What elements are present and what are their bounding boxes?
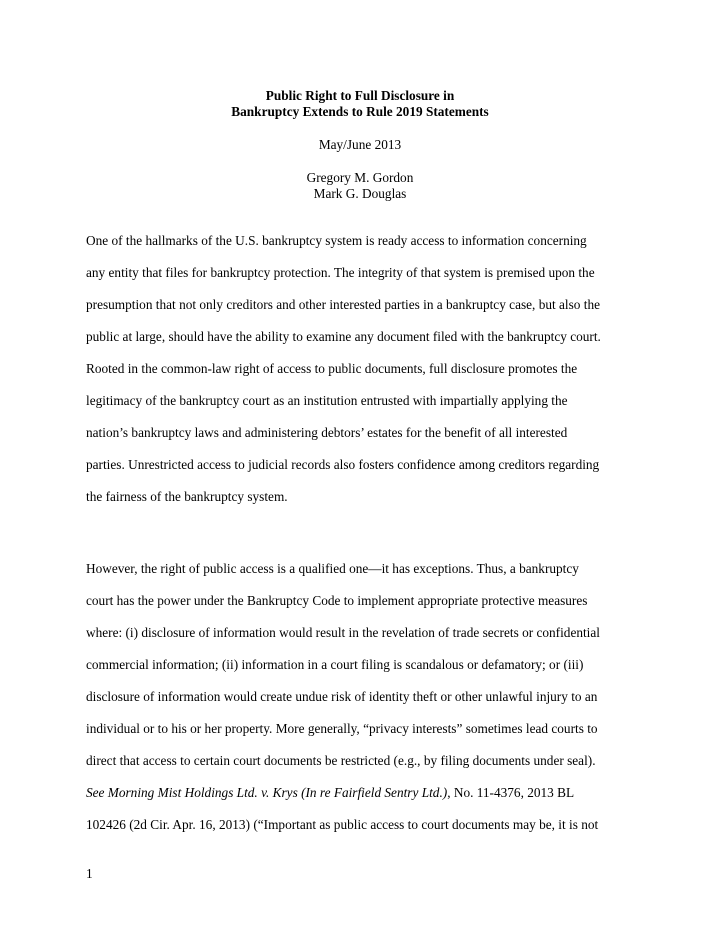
author-2: Mark G. Douglas [313, 186, 407, 201]
paragraph-line: legitimacy of the bankruptcy court as an institution entrusted with impartially applying the [86, 393, 568, 408]
publication-date: May/June 2013 [318, 137, 402, 152]
paragraph-line: 102426 (2d Cir. Apr. 16, 2013) (“Important as public access to court documents may be, it is not [86, 817, 599, 832]
paragraph-line: disclosure of information would create undue risk of identity theft or other unlawful injury to an [86, 689, 598, 704]
paragraph-line: presumption that not only creditors and other interested parties in a bankruptcy case, but also the [86, 297, 601, 312]
paragraph-line: where: (i) disclosure of information would result in the revelation of trade secrets or confidential [86, 625, 600, 640]
citation-reference: , No. 11-4376, 2013 BL [447, 785, 575, 800]
paragraph-line: commercial information; (ii) information in a court filing is scandalous or defamatory; or (iii) [86, 657, 584, 672]
case-citation: See Morning Mist Holdings Ltd. v. Krys (In re Fairfield Sentry Ltd.) [86, 785, 448, 800]
paragraph-line: However, the right of public access is a qualified one—it has exceptions. Thus, a bankruptcy [86, 561, 579, 576]
paragraph-line: public at large, should have the ability to examine any document filed with the bankruptcy court. [86, 329, 601, 344]
paragraph-line: One of the hallmarks of the U.S. bankruptcy system is ready access to information concerning [86, 233, 587, 248]
author-1: Gregory M. Gordon [306, 170, 414, 185]
paragraph-line: nation’s bankruptcy laws and administering debtors’ estates for the benefit of all interested [86, 425, 568, 440]
citation-line [86, 785, 574, 801]
paragraph-line: parties. Unrestricted access to judicial records also fosters confidence among creditors regarding [86, 457, 600, 472]
title-line-1: Public Right to Full Disclosure in [265, 88, 455, 103]
paragraph-line: Rooted in the common-law right of access to public documents, full disclosure promotes the [86, 361, 578, 376]
page-number: 1 [86, 866, 93, 881]
paragraph-line: the fairness of the bankruptcy system. [86, 489, 288, 504]
paragraph-line: individual or to his or her property. More generally, “privacy interests” sometimes lead courts to [86, 721, 598, 736]
title-line-2: Bankruptcy Extends to Rule 2019 Statements [231, 104, 489, 119]
paragraph-line: any entity that files for bankruptcy protection. The integrity of that system is premised upon the [86, 265, 595, 280]
paragraph-line: direct that access to certain court documents be restricted (e.g., by filing documents under seal). [86, 753, 596, 768]
paragraph-line: court has the power under the Bankruptcy Code to implement appropriate protective measures [86, 593, 588, 608]
